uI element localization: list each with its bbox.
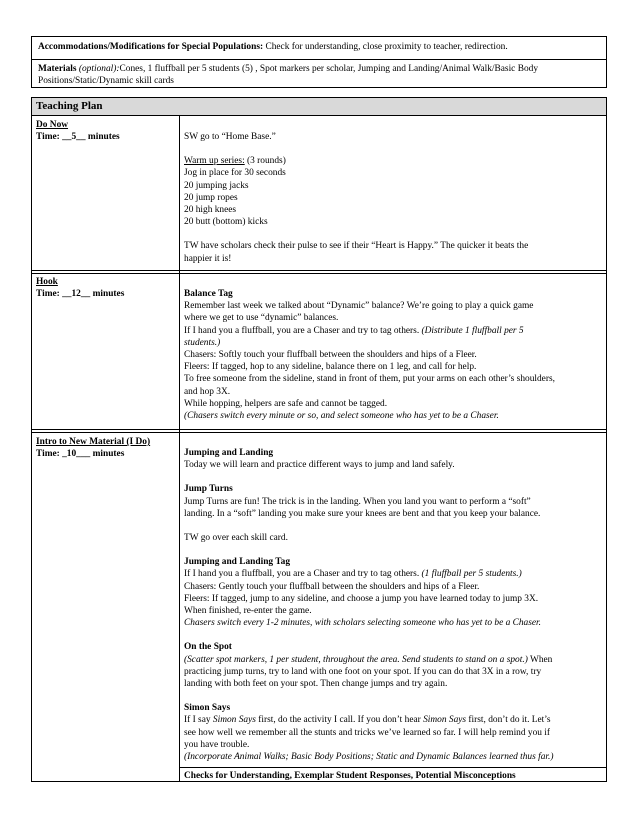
intro-text: When — [527, 654, 553, 665]
teaching-plan-title: Teaching Plan — [36, 100, 103, 112]
row-separator — [32, 429, 606, 430]
intro-line: TW go over each skill card. — [184, 533, 288, 544]
hook-line: Chasers: Softly touch your fluffball between the shoulders and hips of a Fleer. — [184, 350, 477, 361]
materials-text-1: Cones, 1 fluffball per 5 students (5) , Spot markers per scholar, Jumping and Landing/Animal Walk/Basic Body — [119, 64, 539, 74]
do-now-line: SW go to “Home Base.” — [184, 132, 276, 142]
intro-heading: Intro to New Material (I Do) — [36, 437, 151, 447]
hook-title: Balance Tag — [184, 289, 233, 299]
hook-line — [184, 325, 600, 337]
hook-text: If I hand you a fluffball, you are a Chaser and try to tag others. — [184, 325, 422, 336]
on-the-spot-title: On the Spot — [184, 642, 232, 653]
intro-note: Simon Says — [212, 715, 256, 726]
hook-time: Time: __12__ minutes — [36, 289, 125, 300]
do-now-content — [184, 131, 600, 265]
teaching-plan-header — [32, 98, 606, 116]
do-now-heading: Do Now — [36, 120, 69, 130]
hook-line: and hop 3X. — [184, 386, 231, 397]
intro-label — [36, 436, 150, 460]
tag-title: Jumping and Landing Tag — [184, 557, 291, 568]
materials-optional: (optional): — [78, 64, 120, 74]
accommodations-box — [31, 36, 607, 60]
materials-label: Materials — [38, 64, 77, 74]
hook-label — [36, 276, 124, 300]
materials-text-2: Positions/Static/Dynamic skill cards — [38, 76, 174, 86]
warmup-rounds: (3 rounds) — [244, 156, 286, 167]
intro-line: see how well we remember all the stunts and tricks we’ve learned so far. I will help remind you if — [184, 727, 551, 738]
hook-line: Remember last week we talked about “Dynamic” balance? We’re going to play a quick game — [184, 301, 534, 312]
jump-turns-title: Jump Turns — [184, 484, 233, 495]
intro-line: you have trouble. — [184, 739, 250, 750]
intro-line — [184, 714, 600, 726]
intro-note: (1 fluffball per 5 students.) — [421, 569, 522, 580]
intro-content — [184, 447, 600, 763]
hook-line: To free someone from the sideline, stand in front of them, put your arms on each other’s shoulders, — [184, 374, 555, 385]
hook-heading: Hook — [36, 277, 58, 287]
warmup-label: Warm up series: — [184, 156, 245, 167]
warmup-item: 20 butt (bottom) kicks — [184, 217, 268, 228]
hook-note: (Chasers switch every minute or so, and select someone who has yet to be a Chaser. — [184, 411, 499, 422]
do-now-label — [36, 119, 120, 143]
intro-line: practicing jump turns, try to land with one foot on your spot. If you can do that 3X in a row, try — [184, 666, 542, 677]
materials-box — [31, 59, 607, 88]
intro-note: Simon Says — [423, 715, 467, 726]
intro-note: Chasers switch every 1-2 minutes, with scholars selecting someone who has yet to be a Chaser. — [184, 618, 541, 629]
hook-line: where we get to use “dynamic” balances. — [184, 313, 339, 324]
intro-line: Jump Turns are fun! The trick is in the landing. When you land you want to perform a “soft” — [184, 496, 531, 507]
intro-line: Fleers: If tagged, jump to any sideline, and choose a jump you have learned today to jump 3X. — [184, 593, 539, 604]
intro-line — [184, 654, 600, 666]
warmup-line — [184, 155, 600, 167]
row-separator — [32, 432, 606, 433]
hook-content — [184, 288, 600, 422]
intro-line: When finished, re-enter the game. — [184, 606, 312, 617]
row-separator — [32, 270, 606, 271]
teaching-plan-table — [31, 97, 607, 782]
row-separator — [32, 273, 606, 274]
column-divider — [179, 116, 180, 781]
warmup-item: 20 jump ropes — [184, 192, 238, 203]
do-now-time: Time: __5__ minutes — [36, 132, 120, 143]
warmup-item: 20 high knees — [184, 205, 237, 216]
intro-line — [184, 568, 600, 580]
intro-line: landing with both feet on your spot. Then change jumps and try again. — [184, 679, 448, 690]
intro-line: Today we will learn and practice different ways to jump and land safely. — [184, 460, 455, 471]
intro-line: Chasers: Gently touch your fluffball between the shoulders and hips of a Fleer. — [184, 581, 480, 592]
hook-line: Fleers: If tagged, hop to any sideline, balance there on 1 leg, and call for help. — [184, 362, 477, 373]
do-now-closing: TW have scholars check their pulse to see if their “Heart is Happy.” The quicker it beats the — [184, 241, 529, 252]
simon-says-title: Simon Says — [184, 703, 231, 714]
hook-line: While hopping, helpers are safe and cannot be tagged. — [184, 398, 388, 409]
intro-note: (Incorporate Animal Walks; Basic Body Positions; Static and Dynamic Balances learned thus far.) — [184, 752, 554, 763]
intro-note: (Scatter spot markers, 1 per student, throughout the area. Send students to stand on a spot.) — [184, 654, 528, 665]
intro-line: landing. In a “soft” landing you make sure your knees are bent and that you keep your balance. — [184, 508, 541, 519]
intro-text: first, do the activity I call. If you don’t hear — [255, 715, 424, 726]
jumping-landing-title: Jumping and Landing — [184, 448, 274, 458]
hook-note: (Distribute 1 fluffball per 5 — [421, 325, 524, 336]
intro-text: first, don’t do it. Let’s — [466, 715, 551, 726]
row-separator — [179, 767, 606, 768]
hook-note: students.) — [184, 337, 221, 348]
checks-heading: Checks for Understanding, Exemplar Student Responses, Potential Misconceptions — [184, 771, 516, 781]
warmup-item: Jog in place for 30 seconds — [184, 168, 286, 179]
intro-text: If I hand you a fluffball, you are a Chaser and try to tag others. — [184, 569, 422, 580]
accommodations-text: Check for understanding, close proximity to teacher, redirection. — [265, 42, 508, 52]
do-now-closing: happier it is! — [184, 253, 232, 264]
accommodations-label: Accommodations/Modifications for Special Populations: — [38, 42, 264, 52]
warmup-item: 20 jumping jacks — [184, 180, 249, 191]
intro-time: Time: _10___ minutes — [36, 449, 125, 460]
intro-text: If I say — [184, 715, 213, 726]
